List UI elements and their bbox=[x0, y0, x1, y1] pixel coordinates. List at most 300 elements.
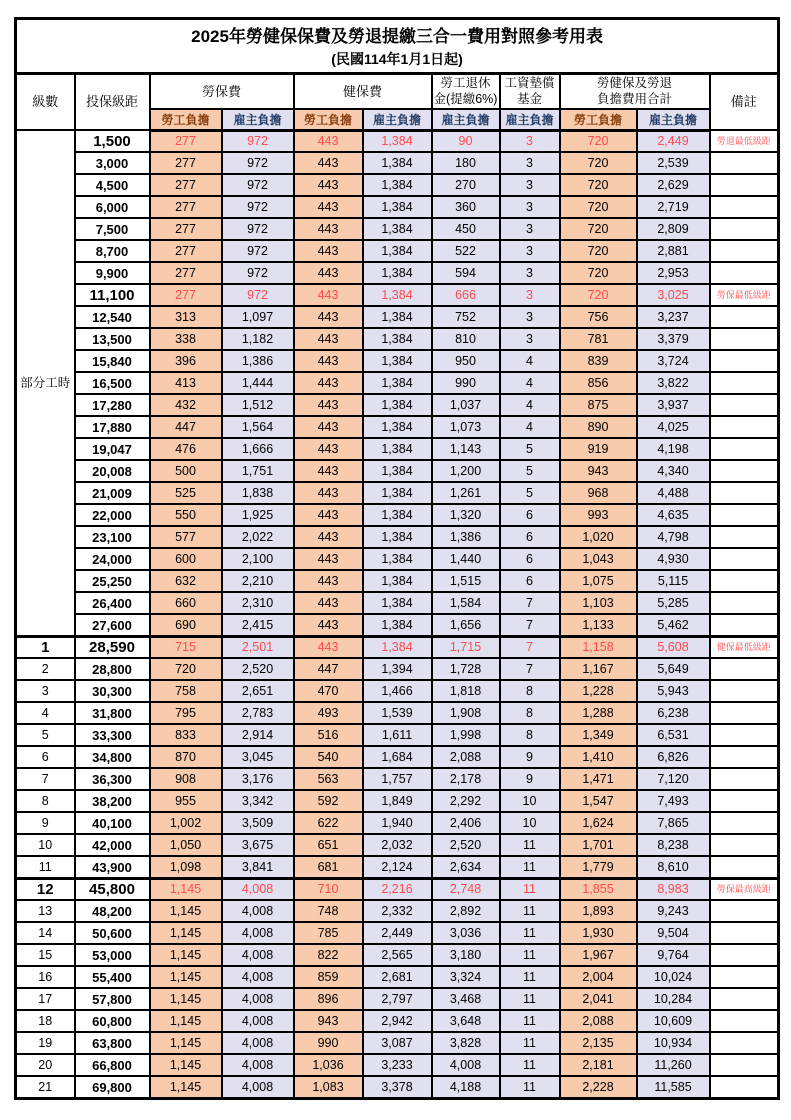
bracket-cell: 13,500 bbox=[75, 328, 150, 350]
bracket-cell: 17,880 bbox=[75, 416, 150, 438]
health-insurance-employer-cell: 1,384 bbox=[363, 482, 432, 504]
health-insurance-employer-cell: 1,384 bbox=[363, 394, 432, 416]
table-row bbox=[16, 284, 779, 306]
labor-insurance-employer-cell: 972 bbox=[222, 262, 294, 284]
health-insurance-employee-cell: 443 bbox=[294, 130, 363, 152]
total-employer-cell: 2,881 bbox=[637, 240, 710, 262]
health-insurance-employee-cell: 443 bbox=[294, 636, 363, 658]
total-employer-cell: 4,340 bbox=[637, 460, 710, 482]
bracket-cell: 20,008 bbox=[75, 460, 150, 482]
bracket-cell: 27,600 bbox=[75, 614, 150, 636]
table-row bbox=[16, 724, 779, 746]
total-employer-cell: 10,934 bbox=[637, 1032, 710, 1054]
labor-insurance-employer-cell: 1,838 bbox=[222, 482, 294, 504]
labor-insurance-employee-cell: 720 bbox=[150, 658, 222, 680]
total-employer-cell: 3,937 bbox=[637, 394, 710, 416]
col-header-total bbox=[560, 73, 710, 109]
table-row bbox=[16, 878, 779, 900]
health-insurance-employee-cell: 1,083 bbox=[294, 1076, 363, 1098]
labor-insurance-employee-cell: 870 bbox=[150, 746, 222, 768]
health-insurance-employee-cell: 447 bbox=[294, 658, 363, 680]
note-cell bbox=[710, 394, 779, 416]
total-employee-cell: 1,855 bbox=[560, 878, 637, 900]
total-employee-cell: 1,158 bbox=[560, 636, 637, 658]
header-row-groups bbox=[16, 73, 779, 109]
health-insurance-employee-cell: 943 bbox=[294, 1010, 363, 1032]
level-cell: 19 bbox=[16, 1032, 75, 1054]
labor-insurance-employer-cell: 4,008 bbox=[222, 988, 294, 1010]
wage-fund-employer-cell: 6 bbox=[500, 548, 560, 570]
total-employee-cell: 756 bbox=[560, 306, 637, 328]
labor-insurance-employee-cell: 277 bbox=[150, 262, 222, 284]
table-row bbox=[16, 240, 779, 262]
health-insurance-employer-cell: 1,384 bbox=[363, 592, 432, 614]
pension-employer-cell: 1,143 bbox=[432, 438, 500, 460]
total-employer-cell: 5,462 bbox=[637, 614, 710, 636]
pension-employer-cell: 1,656 bbox=[432, 614, 500, 636]
total-employee-cell: 1,349 bbox=[560, 724, 637, 746]
bracket-cell: 17,280 bbox=[75, 394, 150, 416]
note-cell bbox=[710, 856, 779, 878]
note-cell bbox=[710, 988, 779, 1010]
total-employer-cell: 10,024 bbox=[637, 966, 710, 988]
total-employer-cell: 7,493 bbox=[637, 790, 710, 812]
wage-fund-employer-cell: 7 bbox=[500, 658, 560, 680]
table-row bbox=[16, 988, 779, 1010]
total-employee-cell: 968 bbox=[560, 482, 637, 504]
note-cell bbox=[710, 218, 779, 240]
wage-fund-employer-cell: 11 bbox=[500, 834, 560, 856]
labor-insurance-employer-cell: 3,045 bbox=[222, 746, 294, 768]
table-row bbox=[16, 570, 779, 592]
table-row bbox=[16, 328, 779, 350]
wage-fund-employer-cell: 11 bbox=[500, 988, 560, 1010]
labor-insurance-employee-cell: 277 bbox=[150, 196, 222, 218]
wage-fund-header-line1: 工資墊償 bbox=[504, 75, 555, 90]
wage-fund-employer-cell: 9 bbox=[500, 746, 560, 768]
health-insurance-employee-cell: 896 bbox=[294, 988, 363, 1010]
bracket-cell: 63,800 bbox=[75, 1032, 150, 1054]
wage-fund-employer-cell: 4 bbox=[500, 416, 560, 438]
labor-insurance-employer-cell: 1,666 bbox=[222, 438, 294, 460]
total-employer-cell: 7,120 bbox=[637, 768, 710, 790]
labor-insurance-employer-cell: 3,841 bbox=[222, 856, 294, 878]
bracket-cell: 36,300 bbox=[75, 768, 150, 790]
note-cell bbox=[710, 922, 779, 944]
wage-fund-employer-cell: 9 bbox=[500, 768, 560, 790]
bracket-cell: 8,700 bbox=[75, 240, 150, 262]
labor-insurance-employee-cell: 1,098 bbox=[150, 856, 222, 878]
health-insurance-employee-cell: 651 bbox=[294, 834, 363, 856]
total-employee-cell: 839 bbox=[560, 350, 637, 372]
health-insurance-employer-cell: 1,394 bbox=[363, 658, 432, 680]
health-insurance-employer-cell: 1,384 bbox=[363, 526, 432, 548]
pension-employer-cell: 1,728 bbox=[432, 658, 500, 680]
health-insurance-employee-cell: 592 bbox=[294, 790, 363, 812]
total-employer-cell: 8,610 bbox=[637, 856, 710, 878]
note-cell bbox=[710, 460, 779, 482]
pension-employer-cell: 360 bbox=[432, 196, 500, 218]
total-employee-cell: 2,228 bbox=[560, 1076, 637, 1098]
total-employer-cell: 10,609 bbox=[637, 1010, 710, 1032]
labor-insurance-employee-cell: 525 bbox=[150, 482, 222, 504]
labor-insurance-employee-cell: 432 bbox=[150, 394, 222, 416]
health-insurance-employer-cell: 1,384 bbox=[363, 130, 432, 152]
bracket-cell: 53,000 bbox=[75, 944, 150, 966]
health-insurance-employer-cell: 1,384 bbox=[363, 240, 432, 262]
total-employer-cell: 3,379 bbox=[637, 328, 710, 350]
table-row bbox=[16, 152, 779, 174]
note-cell bbox=[710, 614, 779, 636]
bracket-cell: 28,590 bbox=[75, 636, 150, 658]
note-cell bbox=[710, 1010, 779, 1032]
health-insurance-employer-cell: 1,466 bbox=[363, 680, 432, 702]
wage-fund-employer-cell: 7 bbox=[500, 636, 560, 658]
total-employee-cell: 1,779 bbox=[560, 856, 637, 878]
labor-insurance-employer-cell: 3,509 bbox=[222, 812, 294, 834]
total-employee-cell: 2,181 bbox=[560, 1054, 637, 1076]
health-insurance-employer-cell: 1,384 bbox=[363, 284, 432, 306]
health-insurance-employer-cell: 1,684 bbox=[363, 746, 432, 768]
labor-insurance-employee-cell: 1,145 bbox=[150, 900, 222, 922]
pension-employer-cell: 90 bbox=[432, 130, 500, 152]
note-cell bbox=[710, 504, 779, 526]
health-insurance-employer-cell: 1,757 bbox=[363, 768, 432, 790]
labor-insurance-employer-cell: 972 bbox=[222, 196, 294, 218]
wage-fund-employer-cell: 7 bbox=[500, 592, 560, 614]
labor-insurance-employee-cell: 500 bbox=[150, 460, 222, 482]
bracket-cell: 12,540 bbox=[75, 306, 150, 328]
note-cell bbox=[710, 570, 779, 592]
total-employee-cell: 875 bbox=[560, 394, 637, 416]
labor-insurance-employee-cell: 277 bbox=[150, 130, 222, 152]
table-row bbox=[16, 922, 779, 944]
note-cell: 健保最低級距 bbox=[710, 636, 779, 658]
labor-insurance-employer-cell: 1,182 bbox=[222, 328, 294, 350]
wage-fund-employer-cell: 3 bbox=[500, 152, 560, 174]
table-row bbox=[16, 482, 779, 504]
table-row bbox=[16, 702, 779, 724]
total-employer-cell: 2,809 bbox=[637, 218, 710, 240]
pension-employer-cell: 1,261 bbox=[432, 482, 500, 504]
health-insurance-employer-cell: 2,681 bbox=[363, 966, 432, 988]
health-insurance-employer-cell: 3,378 bbox=[363, 1076, 432, 1098]
labor-insurance-employee-cell: 660 bbox=[150, 592, 222, 614]
table-row bbox=[16, 526, 779, 548]
labor-insurance-employer-cell: 972 bbox=[222, 284, 294, 306]
table-row bbox=[16, 614, 779, 636]
note-cell bbox=[710, 482, 779, 504]
note-cell: 勞保最高級距 bbox=[710, 878, 779, 900]
health-insurance-employee-cell: 1,036 bbox=[294, 1054, 363, 1076]
table-row bbox=[16, 438, 779, 460]
bracket-cell: 60,800 bbox=[75, 1010, 150, 1032]
pension-employer-cell: 1,440 bbox=[432, 548, 500, 570]
wage-fund-employer-cell: 3 bbox=[500, 328, 560, 350]
note-cell bbox=[710, 680, 779, 702]
bracket-cell: 9,900 bbox=[75, 262, 150, 284]
total-employee-cell: 993 bbox=[560, 504, 637, 526]
total-employee-cell: 1,967 bbox=[560, 944, 637, 966]
labor-insurance-employee-cell: 476 bbox=[150, 438, 222, 460]
health-insurance-employer-cell: 1,384 bbox=[363, 504, 432, 526]
health-insurance-employer-cell: 1,384 bbox=[363, 372, 432, 394]
total-employer-cell: 5,943 bbox=[637, 680, 710, 702]
total-employee-cell: 720 bbox=[560, 262, 637, 284]
pension-employer-cell: 2,520 bbox=[432, 834, 500, 856]
labor-insurance-employer-cell: 972 bbox=[222, 130, 294, 152]
labor-insurance-employee-cell: 577 bbox=[150, 526, 222, 548]
labor-insurance-employee-cell: 413 bbox=[150, 372, 222, 394]
bracket-cell: 48,200 bbox=[75, 900, 150, 922]
health-insurance-employer-cell: 1,384 bbox=[363, 614, 432, 636]
wage-fund-employer-cell: 3 bbox=[500, 240, 560, 262]
bracket-cell: 45,800 bbox=[75, 878, 150, 900]
wage-fund-employer-cell: 11 bbox=[500, 1010, 560, 1032]
bracket-cell: 25,250 bbox=[75, 570, 150, 592]
total-employee-cell: 720 bbox=[560, 196, 637, 218]
labor-insurance-employee-cell: 277 bbox=[150, 152, 222, 174]
health-insurance-employer-cell: 1,384 bbox=[363, 460, 432, 482]
table-row bbox=[16, 856, 779, 878]
total-employer-cell: 3,237 bbox=[637, 306, 710, 328]
level-cell: 16 bbox=[16, 966, 75, 988]
wage-fund-employer-cell: 4 bbox=[500, 394, 560, 416]
health-insurance-employee-cell: 443 bbox=[294, 196, 363, 218]
table-row bbox=[16, 130, 779, 152]
subheader-health-employee: 勞工負擔 bbox=[294, 109, 363, 130]
bracket-cell: 30,300 bbox=[75, 680, 150, 702]
total-employer-cell: 5,649 bbox=[637, 658, 710, 680]
labor-insurance-employer-cell: 2,415 bbox=[222, 614, 294, 636]
wage-fund-employer-cell: 3 bbox=[500, 174, 560, 196]
health-insurance-employer-cell: 1,539 bbox=[363, 702, 432, 724]
subheader-health-employer: 雇主負擔 bbox=[363, 109, 432, 130]
health-insurance-employee-cell: 540 bbox=[294, 746, 363, 768]
pension-employer-cell: 3,180 bbox=[432, 944, 500, 966]
wage-fund-employer-cell: 3 bbox=[500, 130, 560, 152]
level-cell: 7 bbox=[16, 768, 75, 790]
note-cell bbox=[710, 438, 779, 460]
note-cell bbox=[710, 702, 779, 724]
table-row bbox=[16, 504, 779, 526]
total-employee-cell: 720 bbox=[560, 284, 637, 306]
bracket-cell: 33,300 bbox=[75, 724, 150, 746]
pension-employer-cell: 2,292 bbox=[432, 790, 500, 812]
pension-employer-cell: 1,386 bbox=[432, 526, 500, 548]
labor-insurance-employee-cell: 1,145 bbox=[150, 988, 222, 1010]
table-row bbox=[16, 812, 779, 834]
wage-fund-employer-cell: 5 bbox=[500, 482, 560, 504]
labor-insurance-employee-cell: 447 bbox=[150, 416, 222, 438]
bracket-cell: 34,800 bbox=[75, 746, 150, 768]
health-insurance-employer-cell: 1,849 bbox=[363, 790, 432, 812]
note-cell bbox=[710, 1054, 779, 1076]
table-row bbox=[16, 680, 779, 702]
note-cell bbox=[710, 350, 779, 372]
bracket-cell: 11,100 bbox=[75, 284, 150, 306]
table-row bbox=[16, 1010, 779, 1032]
pension-employer-cell: 4,008 bbox=[432, 1054, 500, 1076]
part-time-group-cell: 部分工時 bbox=[16, 130, 75, 636]
labor-insurance-employee-cell: 1,145 bbox=[150, 1032, 222, 1054]
health-insurance-employee-cell: 563 bbox=[294, 768, 363, 790]
table-row bbox=[16, 548, 779, 570]
health-insurance-employee-cell: 516 bbox=[294, 724, 363, 746]
total-employee-cell: 720 bbox=[560, 240, 637, 262]
wage-fund-employer-cell: 11 bbox=[500, 944, 560, 966]
level-cell: 10 bbox=[16, 834, 75, 856]
health-insurance-employer-cell: 1,384 bbox=[363, 328, 432, 350]
pension-employer-cell: 180 bbox=[432, 152, 500, 174]
wage-fund-employer-cell: 4 bbox=[500, 372, 560, 394]
total-employer-cell: 5,115 bbox=[637, 570, 710, 592]
total-employer-cell: 11,585 bbox=[637, 1076, 710, 1098]
labor-insurance-employer-cell: 3,675 bbox=[222, 834, 294, 856]
health-insurance-employee-cell: 859 bbox=[294, 966, 363, 988]
health-insurance-employee-cell: 443 bbox=[294, 460, 363, 482]
labor-insurance-employer-cell: 2,100 bbox=[222, 548, 294, 570]
pension-employer-cell: 3,828 bbox=[432, 1032, 500, 1054]
wage-fund-employer-cell: 8 bbox=[500, 724, 560, 746]
wage-fund-employer-cell: 8 bbox=[500, 702, 560, 724]
health-insurance-employee-cell: 443 bbox=[294, 548, 363, 570]
note-cell bbox=[710, 416, 779, 438]
pension-employer-cell: 1,908 bbox=[432, 702, 500, 724]
wage-fund-employer-cell: 6 bbox=[500, 504, 560, 526]
labor-insurance-employee-cell: 1,145 bbox=[150, 966, 222, 988]
labor-insurance-employee-cell: 1,145 bbox=[150, 944, 222, 966]
pension-employer-cell: 3,468 bbox=[432, 988, 500, 1010]
health-insurance-employer-cell: 1,384 bbox=[363, 306, 432, 328]
note-cell bbox=[710, 526, 779, 548]
health-insurance-employee-cell: 785 bbox=[294, 922, 363, 944]
table-row bbox=[16, 262, 779, 284]
pension-employer-cell: 2,088 bbox=[432, 746, 500, 768]
note-cell bbox=[710, 152, 779, 174]
labor-insurance-employer-cell: 3,176 bbox=[222, 768, 294, 790]
note-cell bbox=[710, 306, 779, 328]
total-employer-cell: 6,531 bbox=[637, 724, 710, 746]
health-insurance-employer-cell: 1,384 bbox=[363, 152, 432, 174]
level-cell: 21 bbox=[16, 1076, 75, 1098]
level-cell: 17 bbox=[16, 988, 75, 1010]
bracket-cell: 21,009 bbox=[75, 482, 150, 504]
table-row bbox=[16, 790, 779, 812]
labor-insurance-employer-cell: 4,008 bbox=[222, 966, 294, 988]
pension-employer-cell: 2,748 bbox=[432, 878, 500, 900]
total-employer-cell: 7,865 bbox=[637, 812, 710, 834]
bracket-cell: 66,800 bbox=[75, 1054, 150, 1076]
col-header-note: 備註 bbox=[710, 73, 779, 130]
note-cell bbox=[710, 790, 779, 812]
total-employer-cell: 9,764 bbox=[637, 944, 710, 966]
total-employee-cell: 1,893 bbox=[560, 900, 637, 922]
table-row bbox=[16, 834, 779, 856]
health-insurance-employer-cell: 1,384 bbox=[363, 636, 432, 658]
note-cell bbox=[710, 592, 779, 614]
labor-insurance-employer-cell: 3,342 bbox=[222, 790, 294, 812]
wage-fund-employer-cell: 3 bbox=[500, 262, 560, 284]
subheader-labor-employee: 勞工負擔 bbox=[150, 109, 222, 130]
pension-employer-cell: 522 bbox=[432, 240, 500, 262]
labor-insurance-employer-cell: 2,651 bbox=[222, 680, 294, 702]
labor-insurance-employee-cell: 277 bbox=[150, 284, 222, 306]
health-insurance-employer-cell: 2,124 bbox=[363, 856, 432, 878]
wage-fund-employer-cell: 7 bbox=[500, 614, 560, 636]
pension-employer-cell: 2,892 bbox=[432, 900, 500, 922]
total-employee-cell: 1,167 bbox=[560, 658, 637, 680]
pension-employer-cell: 950 bbox=[432, 350, 500, 372]
col-header-bracket: 投保級距 bbox=[75, 73, 150, 130]
note-cell bbox=[710, 966, 779, 988]
level-cell: 14 bbox=[16, 922, 75, 944]
health-insurance-employee-cell: 443 bbox=[294, 482, 363, 504]
labor-insurance-employee-cell: 277 bbox=[150, 218, 222, 240]
pension-employer-cell: 1,715 bbox=[432, 636, 500, 658]
note-cell bbox=[710, 1076, 779, 1098]
total-employee-cell: 1,103 bbox=[560, 592, 637, 614]
total-employee-cell: 1,075 bbox=[560, 570, 637, 592]
page-subtitle: (民國114年1月1日起) bbox=[331, 50, 463, 67]
total-employer-cell: 8,983 bbox=[637, 878, 710, 900]
health-insurance-employee-cell: 443 bbox=[294, 350, 363, 372]
pension-employer-cell: 752 bbox=[432, 306, 500, 328]
total-employee-cell: 720 bbox=[560, 152, 637, 174]
wage-fund-employer-cell: 11 bbox=[500, 966, 560, 988]
health-insurance-employer-cell: 1,384 bbox=[363, 548, 432, 570]
bracket-cell: 1,500 bbox=[75, 130, 150, 152]
labor-insurance-employee-cell: 758 bbox=[150, 680, 222, 702]
labor-insurance-employee-cell: 396 bbox=[150, 350, 222, 372]
labor-insurance-employee-cell: 1,145 bbox=[150, 922, 222, 944]
health-insurance-employer-cell: 2,449 bbox=[363, 922, 432, 944]
total-employer-cell: 4,488 bbox=[637, 482, 710, 504]
wage-fund-employer-cell: 5 bbox=[500, 438, 560, 460]
labor-insurance-employee-cell: 1,145 bbox=[150, 1076, 222, 1098]
level-cell: 8 bbox=[16, 790, 75, 812]
total-employee-cell: 1,471 bbox=[560, 768, 637, 790]
bracket-cell: 31,800 bbox=[75, 702, 150, 724]
pension-header-line2: 金(提繳6%) bbox=[433, 91, 498, 106]
total-employee-cell: 1,228 bbox=[560, 680, 637, 702]
health-insurance-employee-cell: 443 bbox=[294, 438, 363, 460]
note-cell bbox=[710, 834, 779, 856]
health-insurance-employer-cell: 1,384 bbox=[363, 570, 432, 592]
labor-insurance-employee-cell: 277 bbox=[150, 240, 222, 262]
bracket-cell: 22,000 bbox=[75, 504, 150, 526]
labor-insurance-employer-cell: 4,008 bbox=[222, 1010, 294, 1032]
pension-employer-cell: 1,515 bbox=[432, 570, 500, 592]
health-insurance-employee-cell: 443 bbox=[294, 592, 363, 614]
subheader-labor-employer: 雇主負擔 bbox=[222, 109, 294, 130]
total-employer-cell: 9,504 bbox=[637, 922, 710, 944]
table-row bbox=[16, 460, 779, 482]
bracket-cell: 4,500 bbox=[75, 174, 150, 196]
pension-employer-cell: 2,634 bbox=[432, 856, 500, 878]
total-employee-cell: 720 bbox=[560, 174, 637, 196]
labor-insurance-employer-cell: 2,022 bbox=[222, 526, 294, 548]
total-employer-cell: 4,635 bbox=[637, 504, 710, 526]
level-cell: 20 bbox=[16, 1054, 75, 1076]
health-insurance-employee-cell: 748 bbox=[294, 900, 363, 922]
health-insurance-employer-cell: 2,032 bbox=[363, 834, 432, 856]
note-cell bbox=[710, 174, 779, 196]
level-cell: 4 bbox=[16, 702, 75, 724]
labor-insurance-employee-cell: 715 bbox=[150, 636, 222, 658]
table-row bbox=[16, 416, 779, 438]
labor-insurance-employee-cell: 1,145 bbox=[150, 1054, 222, 1076]
